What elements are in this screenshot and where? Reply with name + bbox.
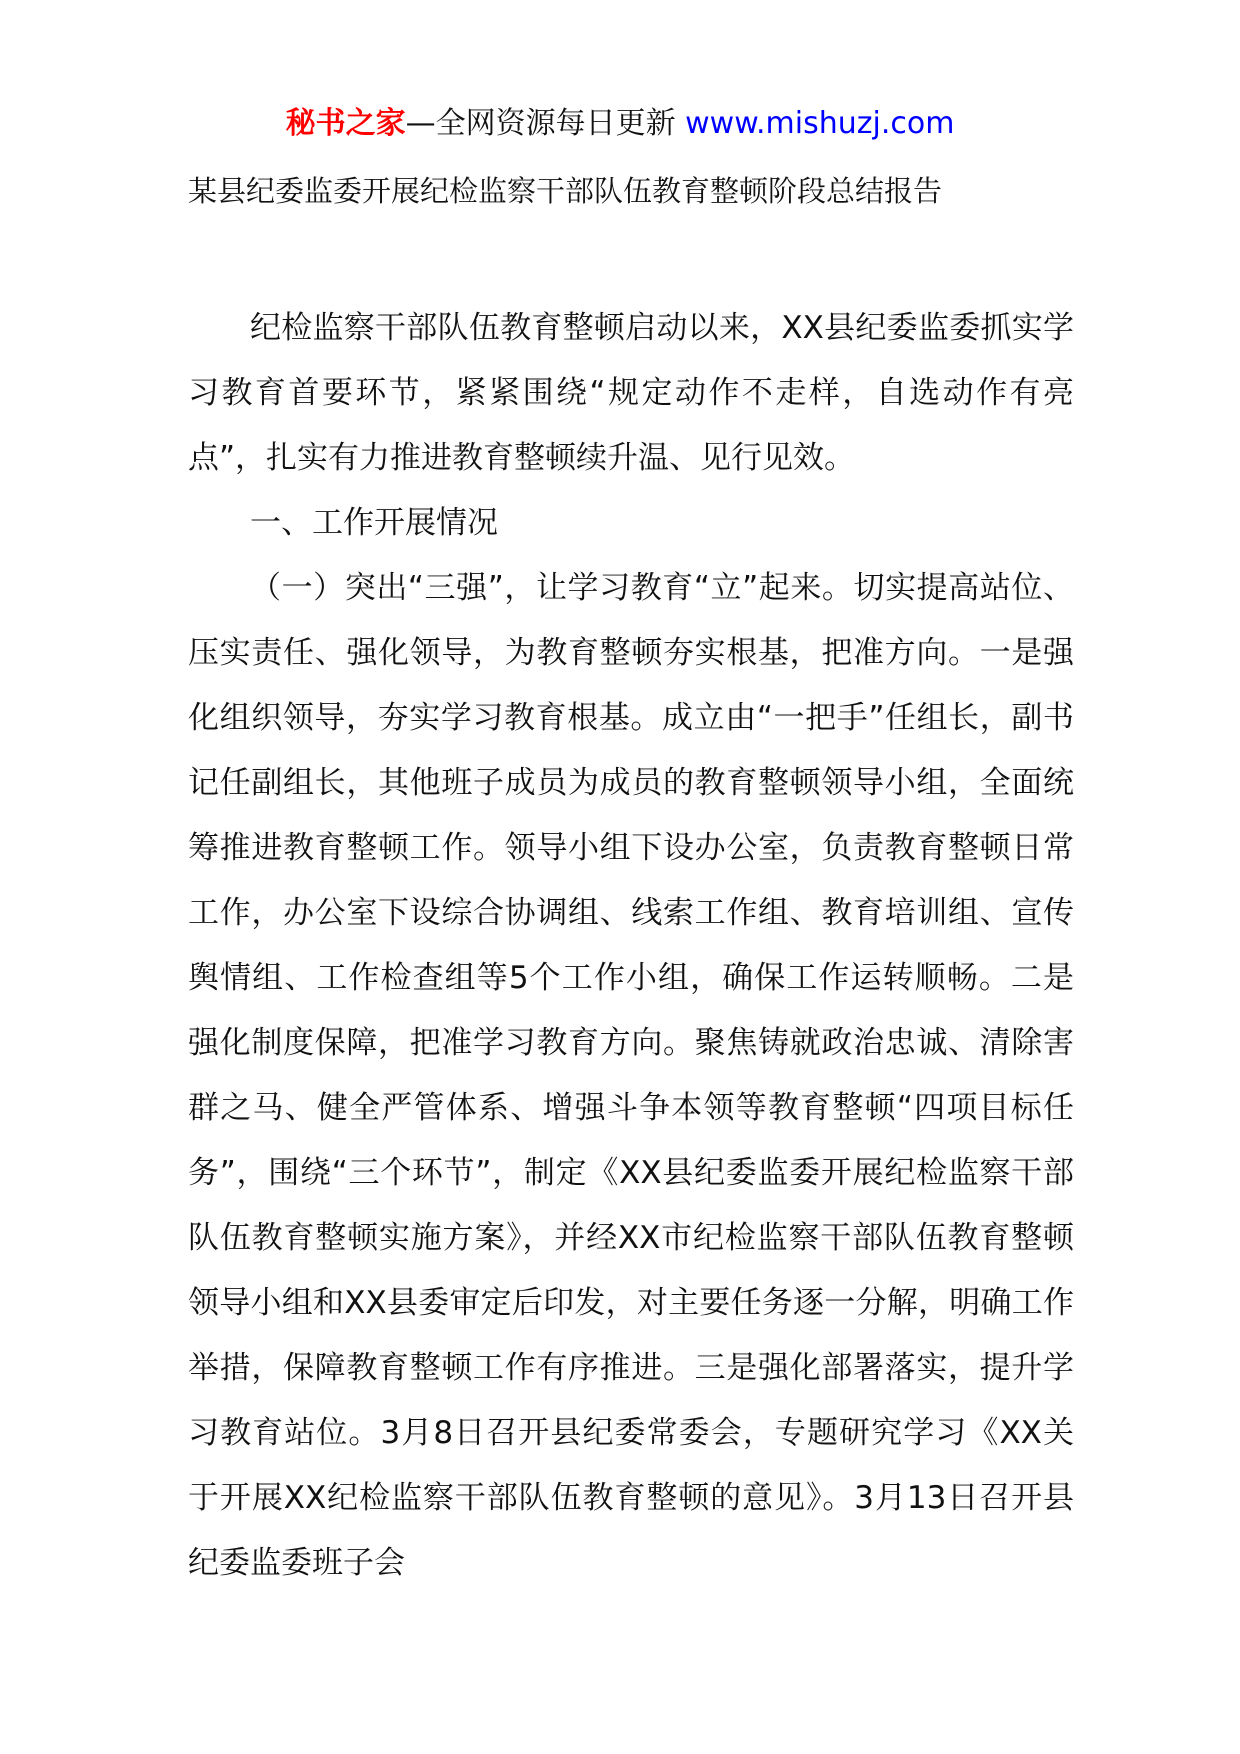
body-paragraph: （一）突出“三强”，让学习教育“立”起来。切实提高站位、压实责任、强化领导，为教育整顿夯实根基，把准方向。一是强化组织领导，夯实学习教育根基。成立由“一把手”任组长，副书记任副组长，其他班子成员为成员的教育整顿领导小组，全面统筹推进教育整顿工作。领导小组下设办公室，负责教育整顿日常工作，办公室下设综合协调组、线索工作组、教育培训组、宣传舆情组、工作检查组等5个工作小组，确保工作运转顺畅。二是强化制度保障，把准学习教育方向。聚焦铸就政治忠诚、清除害群之马、健全严管体系、增强斗争本领等教育整顿“四项目标任务”，围绕“三个环节”，制定《XX县纪委监委开展纪检监察干部队伍教育整顿实施方案》，并经XX市纪检监察干部队伍教育整顿领导小组和XX县委审定后印发，对主要任务逐一分解，明确工作举措，保障教育整顿工作有序推进。三是强化部署落实，提升学习教育站位。3月8日召开县纪委常委会，专题研究学习《XX关于开展XX纪检监察干部队伍教育整顿的意见》。3月13日召开县纪委监委班子会	[188, 570, 1074, 1581]
document-title: 某县纪委监委开展纪检监察干部队伍教育整顿阶段总结报告	[188, 174, 943, 208]
intro-paragraph: 纪检监察干部队伍教育整顿启动以来，XX县纪委监委抓实学习教育首要环节，紧紧围绕“规定动作不走样，自选动作有亮点”，扎实有力推进教育整顿续升温、见行见效。	[188, 310, 1074, 476]
site-url-link[interactable]: www.mishuzj.com	[685, 106, 955, 141]
banner-tagline: —全网资源每日更新	[405, 106, 676, 141]
brand-name: 秘书之家	[285, 106, 406, 141]
section-heading: 一、工作开展情况	[250, 505, 498, 541]
site-banner	[0, 100, 1240, 148]
document-body	[188, 296, 1074, 1596]
